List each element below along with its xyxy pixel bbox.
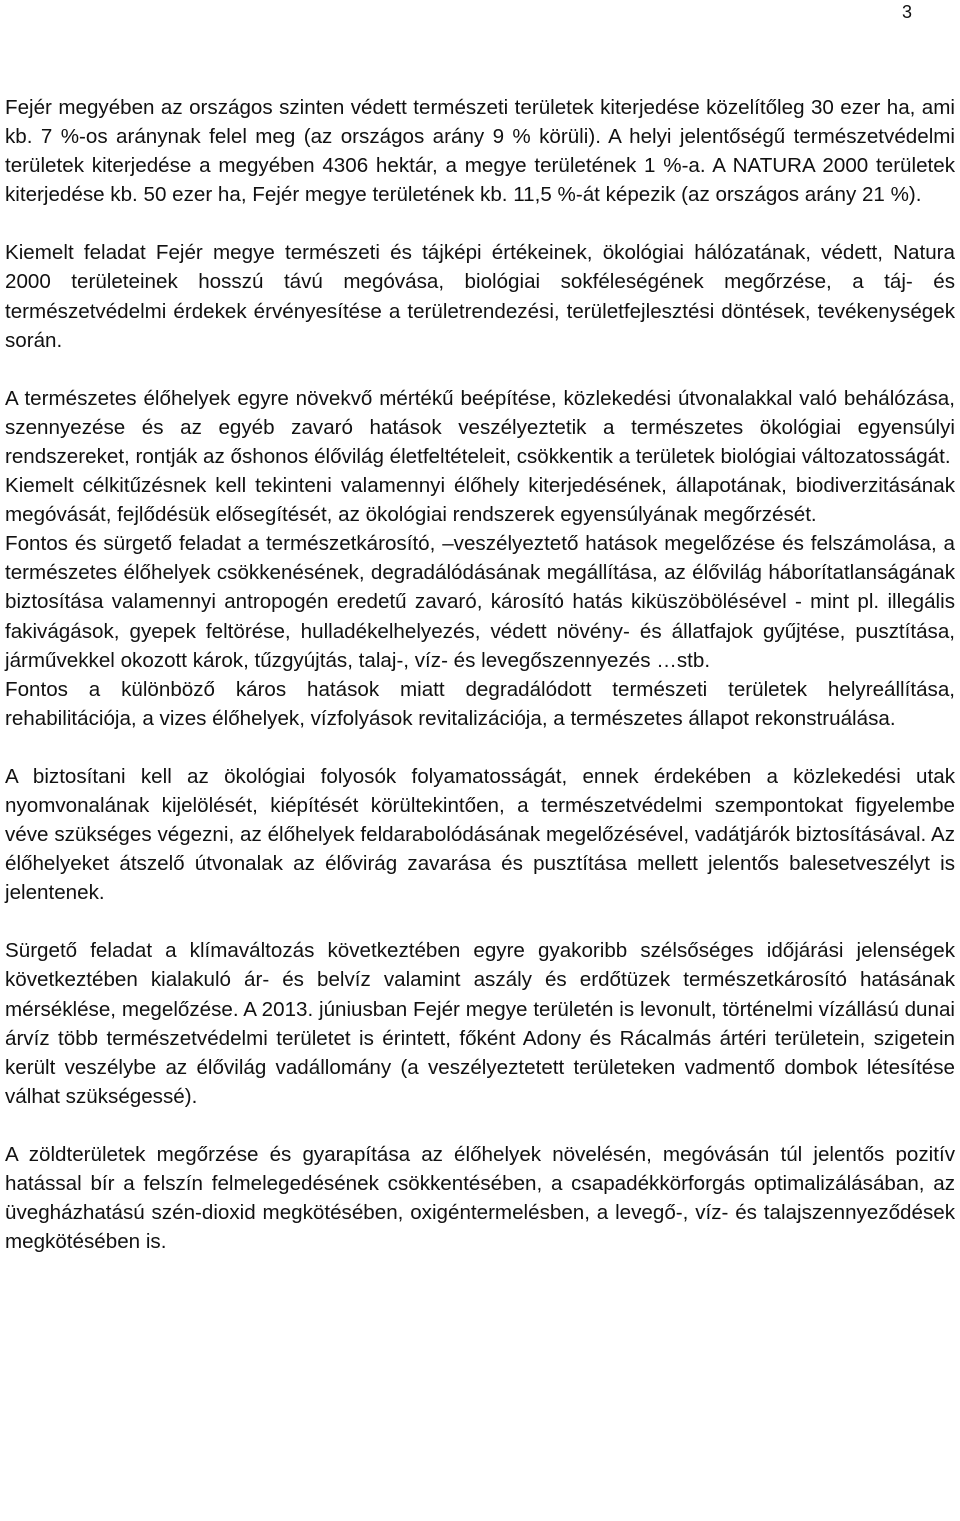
paragraph-priority-task: Kiemelt feladat Fejér megye természeti és tájképi értékeinek, ökológiai hálózatának, védett, Natura 2000 területeinek hosszú távú megóvása, biológiai sokféleségének megőrzése, a táj- és természetvédelmi érdekek érvényesítése a területrendezési, területfejlesztési döntések, tevékenységek során. — [5, 241, 955, 352]
paragraph-urgent-task: Fontos és sürgető feladat a természetkárosító, –veszélyeztető hatások megelőzése és felszámolása, a természetes élőhelyek csökkenésének, degradálódásának megállítása, az élővilág háborítatlanságának biztosítása valamennyi antropogén eredetű zavaró, károsító hatás kiküszöbölésével - mint pl. illegális fakivágások, gyepek feltörése, hulladékelhelyezés, védett növény- és állatfajok gyűjtése, pusztítása, járművekkel okozott károk, tűzgyújtás, talaj-, víz- és levegőszennyezés …stb. — [5, 532, 955, 672]
paragraph-protected-areas: Fejér megyében az országos szinten védett természeti területek kiterjedése közelítőleg 30 ezer ha, ami kb. 7 %-os aránynak felel meg (az országos arány 9 % körüli). A helyi jelentőségű természetvédelmi területek kiterjedése a megyében 4306 hektár, a megye területének 1 %-a. A NATURA 2000 területek kiterjedése kb. 50 ezer ha, Fejér megye területének kb. 11,5 %-át képezik (az országos arány 21 %). — [5, 96, 955, 207]
page-number: 3 — [901, 2, 912, 22]
paragraph-climate-change: Sürgető feladat a klímaváltozás következtében egyre gyakoribb szélsőséges időjárási jelenségek következtében kialakuló ár- és belvíz valamint aszály és erdőtüzek természetkárosító hatásának mérséklése, megelőzése. A 2013. júniusban Fejér megye területén is levonult, történelmi vízállású dunai árvíz több természetvédelmi területet is érintett, főként Adony és Rácalmás ártéri területein, szigetein került veszélybe az élővilág vadállomány (a veszélyeztetett területeken vadmentő dombok létesítése válhat szükségessé). — [5, 939, 955, 1108]
paragraph-restoration: Fontos a különböző káros hatások miatt degradálódott természeti területek helyreállítása, rehabilitációja, a vizes élőhelyek, vízfolyások revitalizációja, a természetes állapot rekonstruálása. — [5, 677, 955, 730]
paragraph-habitat-threats: A természetes élőhelyek egyre növekvő mértékű beépítése, közlekedési útvonalakkal való behálózása, szennyezése és az egyéb zavaró hatások veszélyeztetik a természetes ökológiai egyensúlyi rendszereket, rontják az őshonos élővilág életfeltételeit, csökkentik a területek biológiai változatosságát. — [5, 386, 955, 468]
document-body — [5, 93, 955, 1256]
paragraph-green-areas: A zöldterületek megőrzése és gyarapítása az élőhelyek növelésén, megóvásán túl jelentős pozitív hatással bír a felszín felmelegedésének csökkentésében, a csapadékkörforgás optimalizálásában, az üvegházhatású szén-dioxid megkötésében, oxigéntermelésben, a levegő-, víz- és talajszennyeződések megkötésében is. — [5, 1142, 955, 1254]
paragraph-ecological-corridors: A biztosítani kell az ökológiai folyosók folyamatosságát, ennek érdekében a közlekedési utak nyomvonalának kijelölését, kiépítését körültekintően, a természetvédelmi szempontokat figyelembe véve szükséges végezni, az élőhelyek feldarabolódásának megelőzésével, vadátjárók biztosításával. Az élőhelyeket átszelő útvonalak az élővirág zavarása és pusztítása mellett jelentős balesetveszélyt is jelentenek. — [5, 764, 955, 905]
paragraph-key-objective: Kiemelt célkitűzésnek kell tekinteni valamennyi élőhely kiterjedésének, állapotának, biodiverzitásának megóvását, fejlődésük elősegítését, az ökológiai rendszerek egyensúlyának megőrzését. — [5, 474, 955, 527]
